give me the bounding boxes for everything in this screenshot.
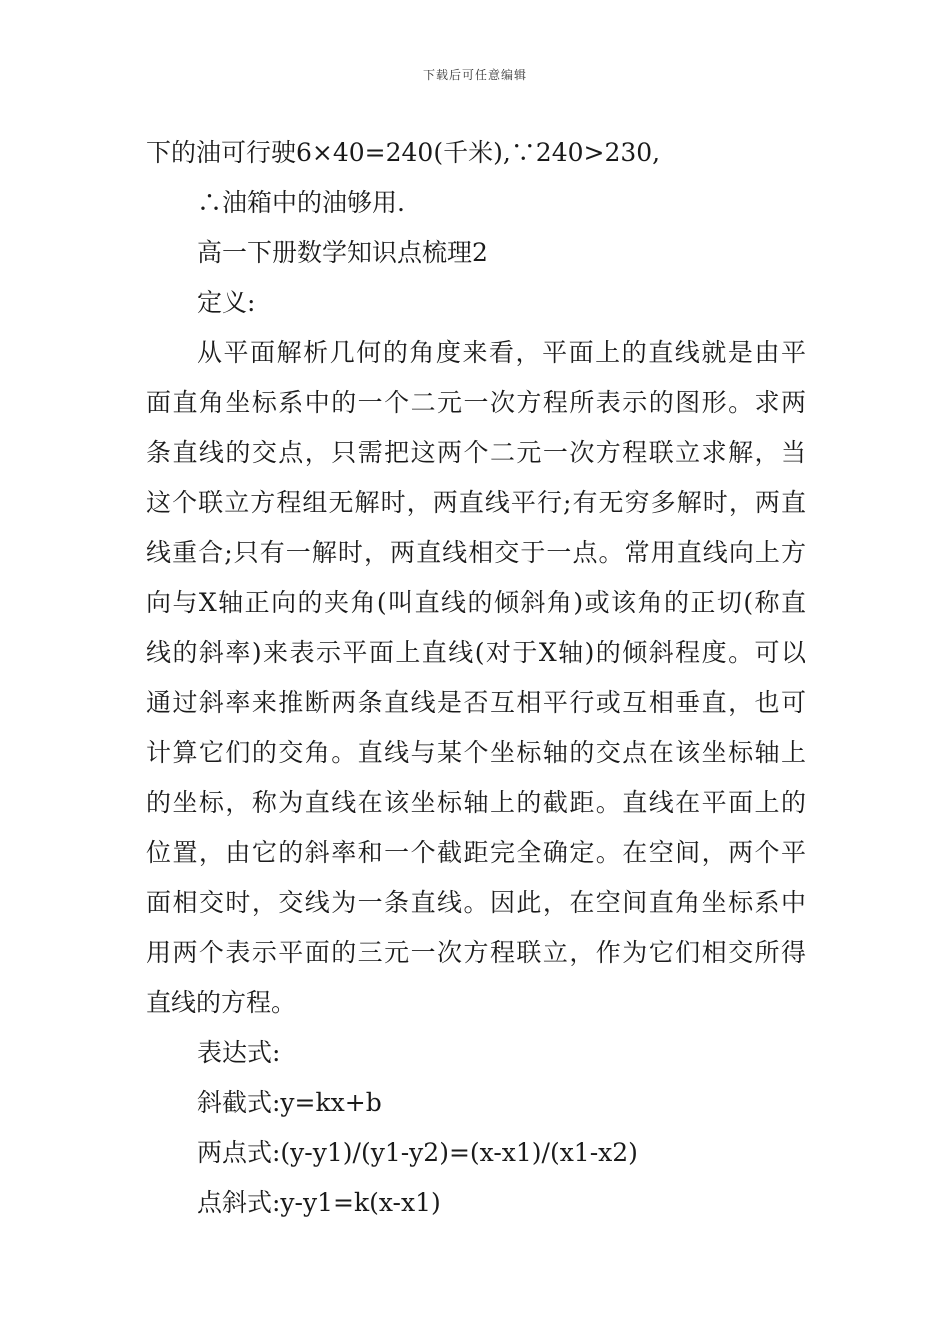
- text-line-fuel-distance: 下的油可行驶6×40=240(千米),∵240>230,: [146, 138, 661, 167]
- paragraph-line: 面相交时，交线为一条直线。因此，在空间直角坐标系中: [146, 888, 806, 917]
- expression-label: 表达式:: [197, 1038, 281, 1067]
- paragraph-line: 从平面解析几何的角度来看，平面上的直线就是由平: [197, 338, 806, 367]
- paragraph-line: 线的斜率)来表示平面上直线(对于X轴)的倾斜程度。可以: [146, 638, 806, 667]
- paragraph-line: 条直线的交点，只需把这两个二元一次方程联立求解，当: [146, 438, 806, 467]
- paragraph-line: 线重合;只有一解时，两直线相交于一点。常用直线向上方: [146, 538, 806, 567]
- formula-point-slope: 点斜式:y-y1=k(x-x1): [197, 1188, 441, 1217]
- definition-label: 定义:: [197, 288, 256, 317]
- definition-paragraph: [146, 328, 806, 1028]
- paragraph-line: 面直角坐标系中的一个二元一次方程所表示的图形。求两: [146, 388, 806, 417]
- paragraph-line: 这个联立方程组无解时，两直线平行;有无穷多解时，两直: [146, 488, 806, 517]
- paragraph-line: 位置，由它的斜率和一个截距完全确定。在空间，两个平: [146, 838, 806, 867]
- formula-two-point: 两点式:(y-y1)/(y1-y2)=(x-x1)/(x1-x2): [197, 1138, 638, 1167]
- paragraph-line: 通过斜率来推断两条直线是否互相平行或互相垂直，也可: [146, 688, 806, 717]
- page-header-note: 下载后可任意编辑: [422, 68, 527, 82]
- document-body: [146, 128, 806, 1228]
- paragraph-line: 向与X轴正向的夹角(叫直线的倾斜角)或该角的正切(称直: [146, 588, 806, 617]
- paragraph-line: 用两个表示平面的三元一次方程联立，作为它们相交所得: [146, 938, 806, 967]
- paragraph-line: 的坐标，称为直线在该坐标轴上的截距。直线在平面上的: [146, 788, 806, 817]
- paragraph-line: 直线的方程。: [146, 988, 297, 1017]
- formula-slope-intercept: 斜截式:y=kx+b: [197, 1088, 382, 1117]
- section-title: 高一下册数学知识点梳理2: [197, 238, 488, 267]
- paragraph-line: 计算它们的交角。直线与某个坐标轴的交点在该坐标轴上: [146, 738, 806, 767]
- text-line-conclusion: ∴油箱中的油够用.: [197, 188, 405, 217]
